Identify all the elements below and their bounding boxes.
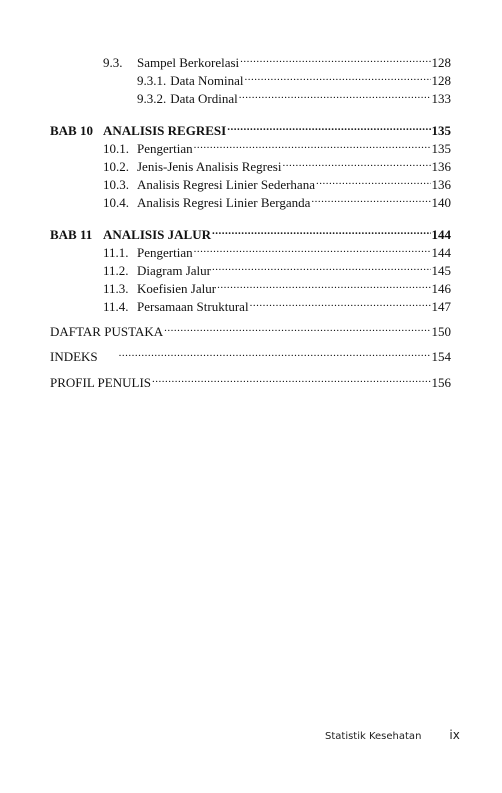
toc-entry[interactable] [103, 173, 451, 193]
dot-leader [240, 51, 430, 67]
toc-entry-page: 156 [431, 375, 451, 390]
toc-chapter-number: BAB 11 [50, 227, 93, 242]
toc-entry-title: Koefisien Jalur [137, 281, 217, 296]
footer-page-number: ix [449, 728, 460, 742]
toc-entry-number: 11.2. [103, 263, 129, 278]
toc-entry-title: INDEKS [50, 349, 98, 364]
toc-entry-number: 10.4. [103, 195, 129, 210]
toc-entry-number: 9.3.2. [137, 91, 167, 106]
toc-entry-page: 145 [431, 263, 451, 278]
toc-chapter-number: BAB 10 [50, 123, 93, 138]
toc-chapter-page: 135 [431, 123, 451, 138]
toc-entry-title: Pengertian [137, 245, 193, 260]
toc-entry-page: 128 [431, 73, 451, 88]
toc-chapter[interactable] [50, 223, 451, 243]
toc-entry-page: 154 [431, 349, 451, 364]
toc-entry[interactable] [137, 69, 451, 89]
dot-leader [245, 69, 431, 85]
toc-entry-number: 10.1. [103, 141, 129, 156]
page-footer [325, 728, 460, 744]
toc-entry[interactable] [103, 259, 451, 279]
toc-entry-title: PROFIL PENULIS [50, 375, 152, 390]
toc-entry-number: 9.3. [103, 55, 123, 70]
dot-leader [212, 259, 430, 275]
toc-entry-number: 9.3.1. [137, 73, 167, 88]
toc-chapter[interactable] [50, 119, 451, 139]
toc-chapter-page: 144 [431, 227, 451, 242]
dot-leader [119, 345, 431, 361]
toc-entry-number: 10.3. [103, 177, 129, 192]
dot-leader [194, 241, 431, 257]
toc-entry-page: 144 [431, 245, 451, 260]
toc-entry[interactable] [103, 241, 451, 261]
toc-entry[interactable] [137, 87, 451, 107]
toc-entry-page: 140 [431, 195, 451, 210]
dot-leader [217, 277, 430, 293]
dot-leader [316, 173, 431, 189]
toc-entry-page: 133 [431, 91, 451, 106]
toc-entry-title: DAFTAR PUSTAKA [50, 324, 164, 339]
toc-entry[interactable] [103, 295, 451, 315]
toc-backmatter-entry[interactable] [50, 345, 451, 365]
toc-entry-title: Sampel Berkorelasi [137, 55, 240, 70]
toc-entry-page: 147 [431, 299, 451, 314]
toc-chapter-title: ANALISIS JALUR [103, 227, 211, 242]
dot-leader [212, 223, 431, 239]
toc-entry-title: Analisis Regresi Linier Berganda [137, 195, 311, 210]
toc-entry-title: Jenis-Jenis Analisis Regresi [137, 159, 282, 174]
dot-leader [164, 320, 430, 336]
toc-entry[interactable] [103, 191, 451, 211]
toc-entry-page: 136 [431, 159, 451, 174]
toc-entry-page: 135 [431, 141, 451, 156]
toc-entry-number: 11.3. [103, 281, 129, 296]
toc-entry-page: 150 [431, 324, 451, 339]
toc-entry-title: Data Nominal [170, 73, 244, 88]
toc-entry[interactable] [103, 51, 451, 71]
dot-leader [311, 191, 430, 207]
dot-leader [227, 119, 430, 135]
toc-entry-title: Persamaan Struktural [137, 299, 249, 314]
toc-entry-title: Diagram Jalur [137, 263, 212, 278]
dot-leader [239, 87, 431, 103]
dot-leader [152, 371, 430, 387]
toc-entry-page: 146 [431, 281, 451, 296]
toc-entry-page: 128 [431, 55, 451, 70]
dot-leader [250, 295, 431, 311]
toc-entry-number: 10.2. [103, 159, 129, 174]
toc-chapter-title: ANALISIS REGRESI [103, 123, 227, 138]
dot-leader [282, 155, 430, 171]
toc-backmatter-entry[interactable] [50, 371, 451, 391]
toc-entry[interactable] [103, 137, 451, 157]
toc-backmatter-entry[interactable] [50, 320, 451, 340]
dot-leader [194, 137, 431, 153]
toc-entry[interactable] [103, 155, 451, 175]
footer-book-title: Statistik Kesehatan [325, 731, 422, 742]
toc-entry-title: Analisis Regresi Linier Sederhana [137, 177, 315, 192]
toc-entry[interactable] [103, 277, 451, 297]
toc-entry-title: Data Ordinal [170, 91, 238, 106]
toc-entry-page: 136 [431, 177, 451, 192]
toc-entry-number: 11.1. [103, 245, 129, 260]
toc-entry-title: Pengertian [137, 141, 193, 156]
toc-entry-number: 11.4. [103, 299, 129, 314]
